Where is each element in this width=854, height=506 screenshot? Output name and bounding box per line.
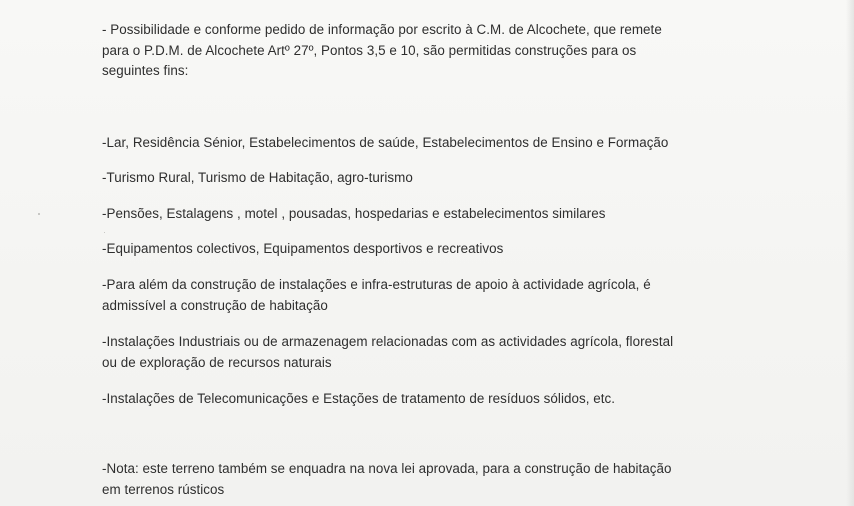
page-edge-shadow	[846, 0, 854, 506]
intro-line: - Possibilidade e conforme pedido de informação por escrito à C.M. de Alcochete, que remete	[102, 22, 662, 37]
list-item-tourism	[102, 168, 722, 189]
list-item-line: -Para além da construção de instalações e infra-estruturas de apoio à actividade agrícola, é	[102, 277, 651, 292]
note-line: em terrenos rústicos	[102, 481, 225, 497]
list-item-health-education	[102, 133, 722, 154]
list-item-line: -Instalações de Telecomunicações e Estações de tratamento de resíduos sólidos, etc.	[102, 391, 616, 406]
note-paragraph	[102, 459, 722, 500]
list-item-industrial	[102, 332, 722, 373]
list-item-line: -Turismo Rural, Turismo de Habitação, agro-turismo	[102, 170, 413, 185]
scan-speck	[104, 232, 105, 233]
scan-speck	[38, 213, 40, 215]
intro-line: para o P.D.M. de Alcochete Artº 27º, Pontos 3,5 e 10, são permitidas construções para os	[102, 42, 637, 58]
list-item-equipment	[102, 239, 722, 260]
list-item-line: -Equipamentos colectivos, Equipamentos desportivos e recreativos	[102, 241, 504, 256]
list-item-agricultural-housing	[102, 275, 722, 316]
list-item-line: ou de exploração de recursos naturais	[102, 354, 332, 370]
intro-paragraph	[102, 20, 722, 82]
list-item-line: -Instalações Industriais ou de armazenagem relacionadas com as actividades agrícola, florestal	[102, 334, 674, 349]
list-item-line: admissível a construção de habitação	[102, 297, 328, 313]
list-item-lodging	[102, 204, 722, 225]
list-item-line: -Lar, Residência Sénior, Estabelecimentos de saúde, Estabelecimentos de Ensino e Formação	[102, 135, 669, 150]
list-item-telecom-waste	[102, 389, 722, 410]
note-line: -Nota: este terreno também se enquadra na nova lei aprovada, para a construção de habitação	[102, 461, 672, 476]
list-item-line: -Pensões, Estalagens , motel , pousadas, hospedarias e estabelecimentos similares	[102, 206, 606, 221]
intro-line: seguintes fins:	[102, 63, 189, 78]
